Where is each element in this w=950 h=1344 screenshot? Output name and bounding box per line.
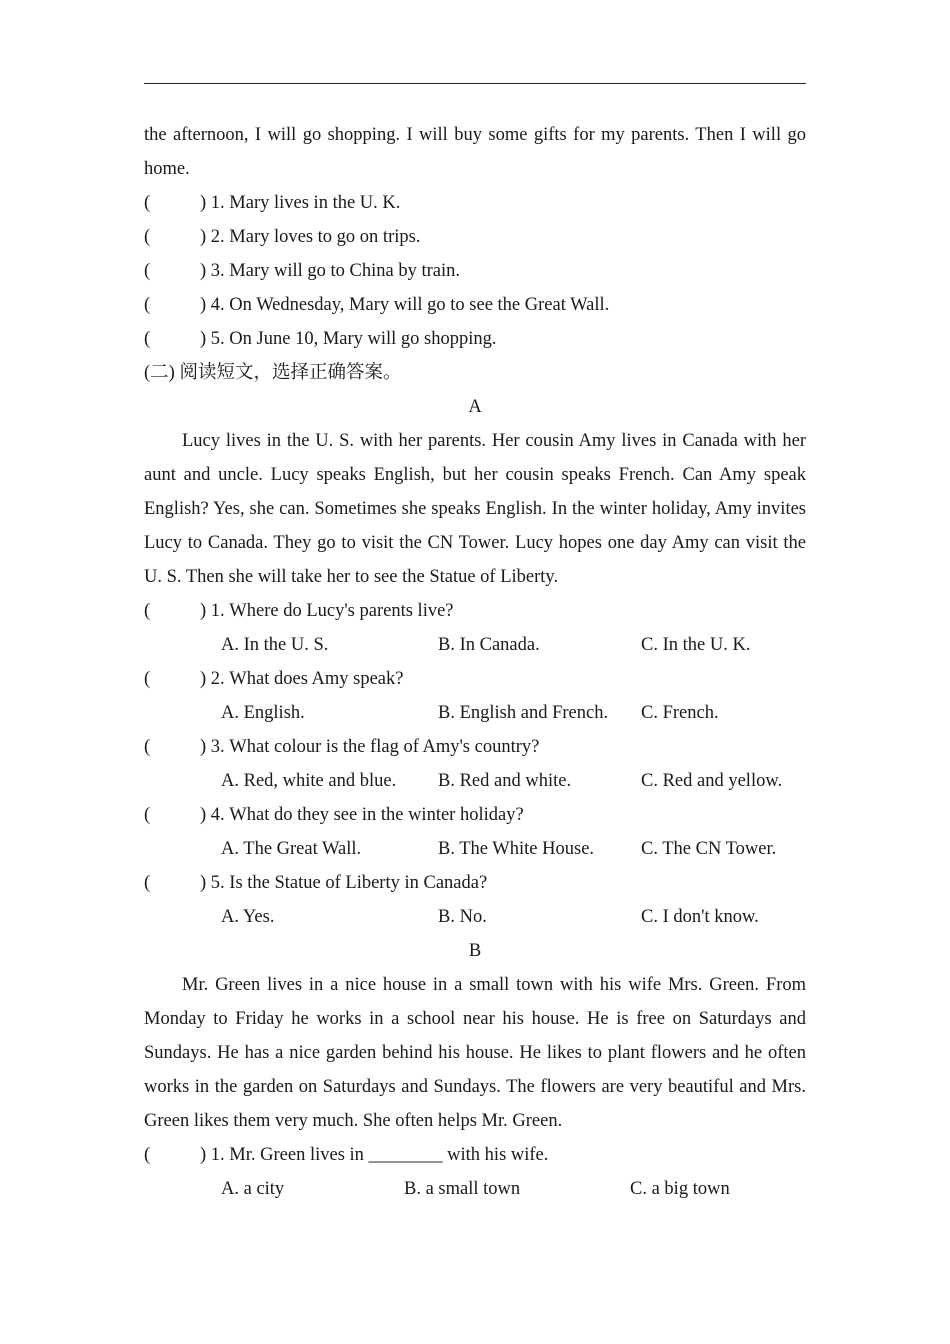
- page-content: [144, 118, 806, 1206]
- option-b[interactable]: B. The White House.: [438, 839, 595, 859]
- option-c[interactable]: C. I don't know.: [641, 907, 759, 927]
- mc-question: ( ) 2. What does Amy speak?: [144, 662, 806, 696]
- passage-b: Mr. Green lives in a nice house in a small town with his wife Mrs. Green. From Monday to Friday he works in a school near his house. He is free on Saturdays and Sundays. He has a nice garden behind his house. He likes to plant flowers and he often works in the garden on Saturdays and Sundays. The flowers are very beautiful and Mrs. Green likes them very much. She often helps Mr. Green.: [144, 975, 806, 1131]
- mc-question: ( ) 1. Where do Lucy's parents live?: [144, 594, 806, 628]
- passage-continuation: the afternoon, I will go shopping. I will buy some gifts for my parents. Then I will go home.: [144, 125, 806, 179]
- option-c[interactable]: C. a big town: [630, 1179, 730, 1199]
- option-a[interactable]: A. The Great Wall.: [221, 839, 362, 859]
- answer-blank[interactable]: (: [144, 295, 151, 315]
- mc-options: [144, 628, 806, 662]
- answer-blank[interactable]: (: [144, 193, 151, 213]
- answer-blank[interactable]: (: [144, 737, 151, 757]
- option-c[interactable]: C. In the U. K.: [641, 635, 751, 655]
- tf-question-list: [144, 186, 806, 356]
- mc-question: ( ) 1. Mr. Green lives in ________ with his wife.: [144, 1138, 806, 1172]
- passage-b-label: B: [468, 941, 482, 961]
- tf-question: ( ) 3. Mary will go to China by train.: [144, 254, 806, 288]
- answer-blank[interactable]: (: [144, 873, 151, 893]
- mc-options: [144, 696, 806, 730]
- option-a[interactable]: A. English.: [221, 703, 305, 723]
- tf-question: ( ) 5. On June 10, Mary will go shopping.: [144, 322, 806, 356]
- section-heading: (二) 阅读短文，选择正确答案。: [144, 363, 402, 383]
- mc-options: [144, 764, 806, 798]
- answer-blank[interactable]: (: [144, 601, 151, 621]
- option-c[interactable]: C. French.: [641, 703, 719, 723]
- mc-question: ( ) 5. Is the Statue of Liberty in Canada?: [144, 866, 806, 900]
- answer-blank[interactable]: (: [144, 805, 151, 825]
- option-c[interactable]: C. Red and yellow.: [641, 771, 783, 791]
- option-a[interactable]: A. a city: [221, 1179, 285, 1199]
- passage-b-questions: [144, 1138, 806, 1206]
- answer-blank[interactable]: (: [144, 261, 151, 281]
- answer-blank[interactable]: (: [144, 329, 151, 349]
- tf-question: ( ) 1. Mary lives in the U. K.: [144, 186, 806, 220]
- option-b[interactable]: B. Red and white.: [438, 771, 572, 791]
- header-rule: [144, 83, 806, 84]
- mc-options: [144, 1172, 806, 1206]
- answer-blank[interactable]: (: [144, 227, 151, 247]
- option-b[interactable]: B. English and French.: [438, 703, 609, 723]
- mc-options: [144, 900, 806, 934]
- option-a[interactable]: A. Yes.: [221, 907, 275, 927]
- option-b[interactable]: B. No.: [438, 907, 487, 927]
- option-b[interactable]: B. In Canada.: [438, 635, 540, 655]
- mc-options: [144, 832, 806, 866]
- tf-question: ( ) 4. On Wednesday, Mary will go to see the Great Wall.: [144, 288, 806, 322]
- option-b[interactable]: B. a small town: [404, 1179, 521, 1199]
- passage-a-label: A: [468, 397, 482, 417]
- tf-question: ( ) 2. Mary loves to go on trips.: [144, 220, 806, 254]
- mc-question: ( ) 4. What do they see in the winter holiday?: [144, 798, 806, 832]
- mc-question: ( ) 3. What colour is the flag of Amy's country?: [144, 730, 806, 764]
- option-a[interactable]: A. In the U. S.: [221, 635, 329, 655]
- option-a[interactable]: A. Red, white and blue.: [221, 771, 397, 791]
- answer-blank[interactable]: (: [144, 669, 151, 689]
- passage-a: Lucy lives in the U. S. with her parents. Her cousin Amy lives in Canada with her aunt and uncle. Lucy speaks English, but her cousin speaks French. Can Amy speak English? Yes, she can. Sometimes she speaks English. In the winter holiday, Amy invites Lucy to Canada. They go to visit the CN Tower. Lucy hopes one day Amy can visit the U. S. Then she will take her to see the Statue of Liberty.: [144, 431, 806, 587]
- answer-blank[interactable]: (: [144, 1145, 151, 1165]
- passage-a-questions: [144, 594, 806, 934]
- option-c[interactable]: C. The CN Tower.: [641, 839, 777, 859]
